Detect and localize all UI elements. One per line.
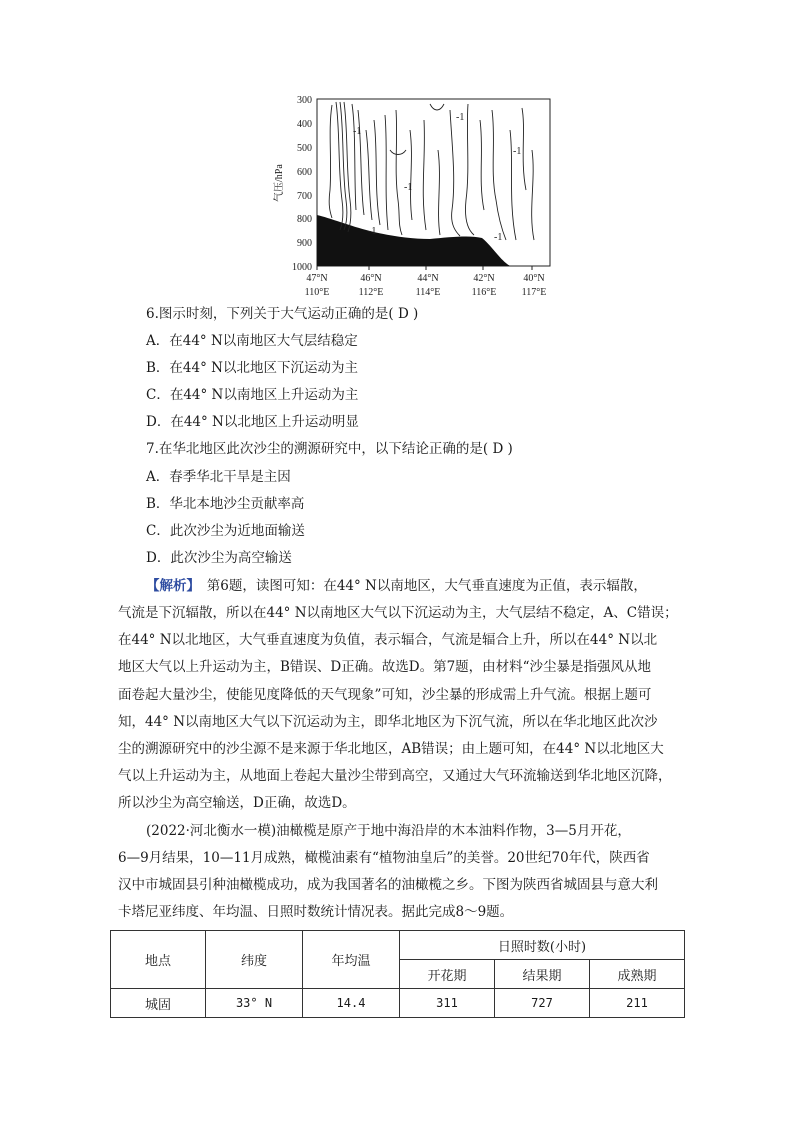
analysis-line: 面卷起大量沙尘，使能见度降低的天气现象”可知，沙尘暴的形成需上升气流。根据上题可: [118, 686, 652, 703]
x-axis: [305, 273, 547, 298]
header-fruiting: 结果期: [495, 960, 590, 989]
question-6-option-c: C．在44° N以南地区上升运动为主: [146, 387, 359, 403]
x-tick-lat: 47°N: [306, 273, 328, 284]
question-7-stem: 7.在华北地区此次沙尘的溯源研究中，以下结论正确的是( D ): [146, 441, 513, 457]
y-tick-label: 800: [297, 214, 312, 225]
material-body: [118, 845, 688, 927]
analysis-line: 【解析】 第6题，读图可知：在44° N以南地区，大气垂直速度为正值，表示辐散，: [146, 578, 647, 594]
y-tick-label: 400: [297, 119, 312, 130]
contour-label: -1: [494, 232, 503, 243]
contour-label: -1: [456, 112, 465, 123]
y-tick-label: 700: [297, 191, 312, 202]
contour-chart: [270, 90, 560, 302]
question-7-option-b: B．华北本地沙尘贡献率高: [146, 496, 305, 512]
contour-label: -1: [513, 146, 522, 157]
y-axis: [273, 95, 312, 273]
analysis-body: [118, 600, 688, 818]
material-line: 卡塔尼亚纬度、年均温、日照时数统计情况表。据此完成8～9题。: [118, 904, 514, 921]
table-header-row: [111, 931, 685, 960]
material-line: 6—9月结果，10—11月成熟，橄榄油素有“植物油皇后”的美誉。20世纪70年代，陕西省: [118, 850, 650, 866]
contour-label: -1: [353, 126, 362, 137]
analysis-line: 知，44° N以南地区大气以下沉运动为主，即华北地区为下沉气流，所以在华北地区此次沙: [118, 713, 658, 730]
x-tick-lat: 42°N: [473, 273, 495, 284]
question-7-option-c: C．此次沙尘为近地面输送: [146, 523, 305, 539]
cell-latitude: 33° N: [206, 989, 303, 1018]
header-ripening: 成熟期: [590, 960, 685, 989]
x-tick-lon: 110°E: [304, 287, 330, 298]
material-first-line: [146, 818, 686, 845]
y-tick-label: 500: [297, 143, 312, 154]
contour-label: -1: [404, 182, 413, 193]
y-tick-label: 1000: [292, 262, 312, 273]
material-line: 汉中市城固县引种油橄榄成功，成为我国著名的油橄榄之乡。下图为陕西省城固县与意大利: [118, 877, 658, 894]
analysis-line: 气流是下沉辐散，所以在44° N以南地区大气以下沉运动为主，大气层结不稳定，A、C错误；: [118, 605, 678, 621]
climate-comparison-table: [110, 930, 685, 1018]
x-ticks: [317, 266, 532, 270]
material-line: (2022·河北衡水一模)油橄榄是原产于地中海沿岸的木本油料作物，3—5月开花，: [146, 823, 631, 839]
analysis-line: 所以沙尘为高空输送，D正确，故选D。: [118, 795, 356, 812]
question-7-option-d: D．此次沙尘为高空输送: [146, 550, 292, 566]
y-axis-label: 气压/hPa: [274, 164, 285, 202]
x-tick-lon: 112°E: [358, 287, 384, 298]
analysis-tag: 【解析】: [146, 578, 194, 594]
cell-place: 城固: [111, 989, 206, 1018]
question-7-option-a: A．春季华北干旱是主因: [146, 469, 291, 485]
analysis-line: 地区大气以上升运动为主，B错误、D正确。故选D。第7题，由材料“沙尘暴是指强风从地: [118, 659, 652, 676]
analysis-line: 尘的溯源研究中的沙尘源不是来源于华北地区，AB错误；由上题可知，在44° N以北地区大: [118, 741, 664, 758]
header-place: 地点: [111, 931, 206, 989]
analysis-block: [146, 573, 686, 600]
cell-flowering: 311: [400, 989, 495, 1018]
x-tick-lon: 114°E: [415, 287, 441, 298]
x-tick-lon: 116°E: [471, 287, 497, 298]
cell-ripening: 211: [590, 989, 685, 1018]
cell-fruiting: 727: [495, 989, 590, 1018]
vertical-velocity-figure: [270, 90, 560, 302]
y-tick-label: 900: [297, 238, 312, 249]
cell-avg-temp: 14.4: [303, 989, 400, 1018]
y-tick-label: 300: [297, 95, 312, 106]
header-sunshine: 日照时数(小时): [400, 931, 685, 960]
header-latitude: 纬度: [206, 931, 303, 989]
analysis-line: 气以上升运动为主，从地面上卷起大量沙尘带到高空，又通过大气环流输送到华北地区沉降，: [118, 768, 672, 785]
question-6-option-b: B．在44° N以北地区下沉运动为主: [146, 360, 358, 376]
x-tick-lat: 46°N: [360, 273, 382, 284]
question-6-option-a: A．在44° N以南地区大气层结稳定: [146, 333, 358, 349]
header-avg-temp: 年均温: [303, 931, 400, 989]
y-tick-label: 600: [297, 167, 312, 178]
contour-label: -1: [368, 226, 377, 237]
x-tick-lat: 44°N: [417, 273, 439, 284]
analysis-line: 在44° N以北地区，大气垂直速度为负值，表示辐合，气流是辐合上升，所以在44° N以北: [118, 632, 658, 649]
x-tick-lat: 40°N: [523, 273, 545, 284]
x-tick-lon: 117°E: [521, 287, 547, 298]
table-row: [111, 989, 685, 1018]
question-6-option-d: D．在44° N以北地区上升运动明显: [146, 414, 359, 430]
question-6-stem: 6.图示时刻，下列关于大气运动正确的是( D ): [146, 306, 419, 322]
header-flowering: 开花期: [400, 960, 495, 989]
